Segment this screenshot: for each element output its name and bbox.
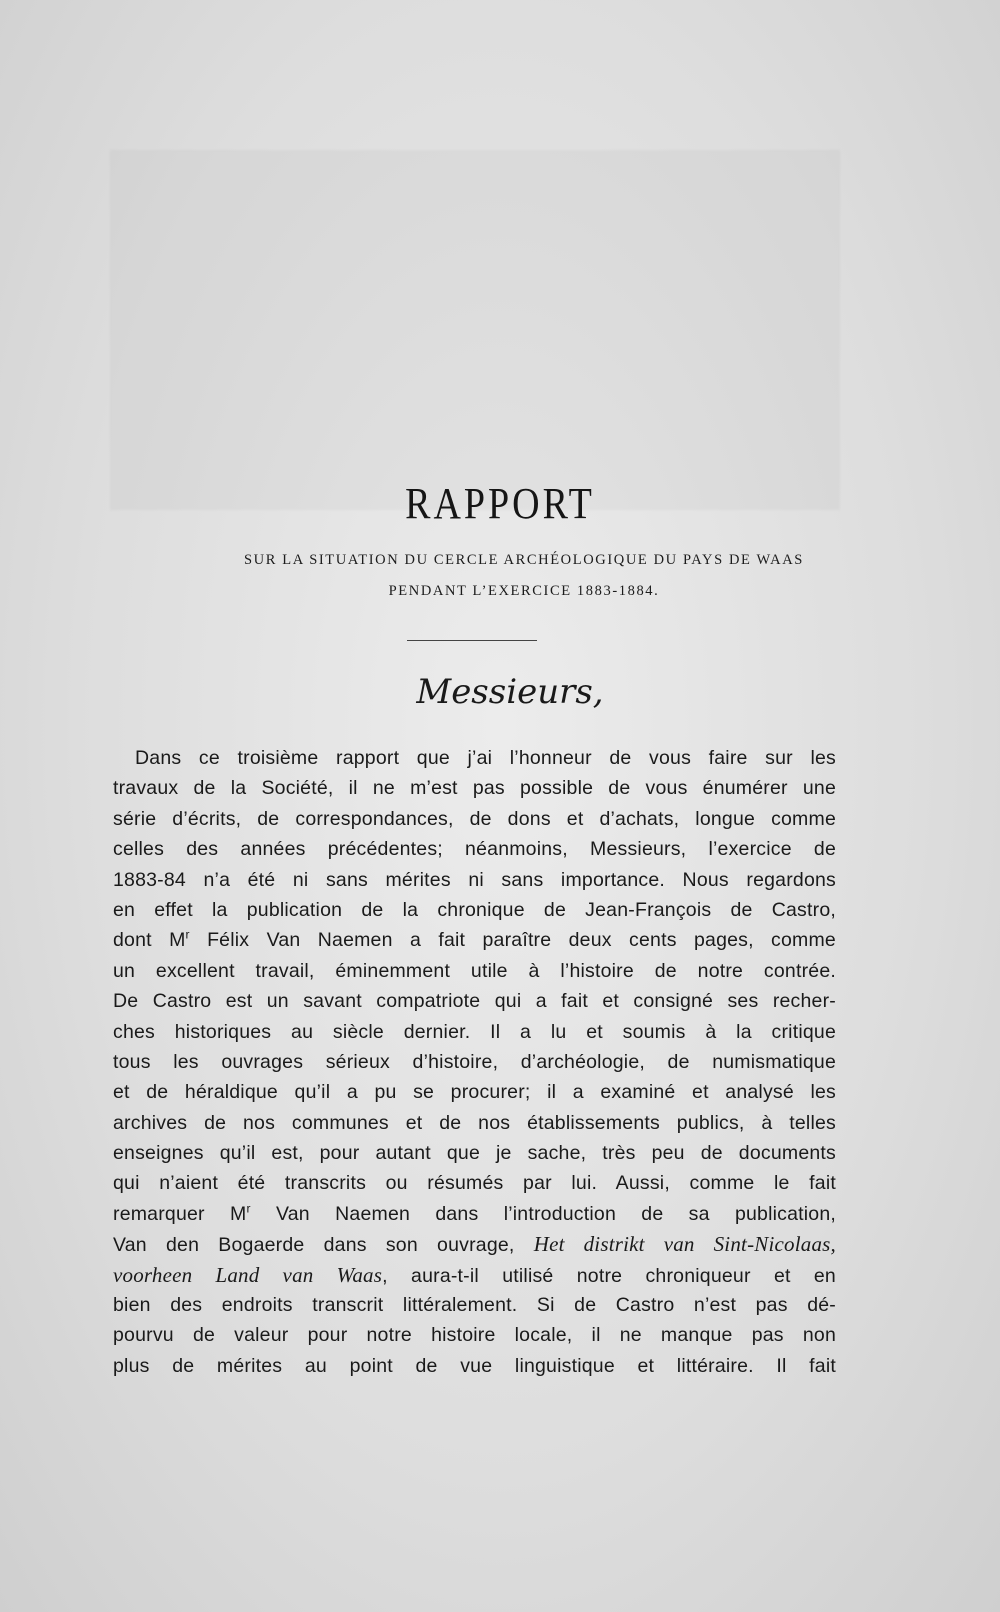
- show-through-text: [110, 150, 840, 510]
- body-line-segment: Van Naemen dans l’introduction de sa publication,: [250, 1202, 836, 1225]
- body-text: [113, 743, 836, 1381]
- body-line-segment: Félix Van Naemen a fait paraître deux cents pages, comme: [189, 929, 836, 952]
- body-line: Dans ce troisième rapport que j’ai l’honneur de vous faire sur les: [135, 747, 836, 769]
- superscript: r: [246, 1201, 251, 1216]
- page-title: RAPPORT: [405, 479, 595, 529]
- body-line: bien des endroits transcrit littéralement. Si de Castro n’est pas dé-: [113, 1294, 836, 1317]
- body-line: ches historiques au siècle dernier. Il a lu et soumis à la critique: [113, 1020, 836, 1043]
- body-line: [113, 1199, 836, 1229]
- salutation: Messieurs,: [416, 672, 604, 712]
- body-line: celles des années précédentes; néanmoins, Messieurs, l’exercice de: [113, 838, 836, 861]
- superscript: r: [185, 927, 190, 942]
- body-line: [113, 1260, 836, 1290]
- body-line: [113, 925, 836, 955]
- body-line-segment: dont M: [113, 929, 186, 952]
- body-line: enseignes qu’il est, pour autant que je sache, très peu de documents: [113, 1142, 836, 1165]
- italic-book-title: voorheen Land van Waas: [113, 1262, 383, 1287]
- body-line: tous les ouvrages sérieux d’histoire, d’archéologie, de numismatique: [113, 1050, 836, 1073]
- body-line: qui n’aient été transcrits ou résumés par lui. Aussi, comme le fait: [113, 1172, 836, 1195]
- body-line: 1883-84 n’a été ni sans mérites ni sans importance. Nous regardons: [113, 868, 836, 891]
- body-line: en effet la publication de la chronique de Jean-François de Castro,: [113, 898, 836, 921]
- body-line: série d’écrits, de correspondances, de dons et d’achats, longue comme: [113, 807, 836, 830]
- separator-rule: [407, 640, 537, 641]
- body-line-segment: Van den Bogaerde dans son ouvrage,: [113, 1234, 534, 1257]
- body-line: [113, 1229, 836, 1259]
- body-line: travaux de la Société, il ne m’est pas possible de vous énumérer une: [113, 777, 836, 800]
- body-line: plus de mérites au point de vue linguistique et littéraire. Il fait: [113, 1354, 836, 1377]
- body-line: pourvu de valeur pour notre histoire locale, il ne manque pas non: [113, 1324, 836, 1347]
- body-line: archives de nos communes et de nos établissements publics, à telles: [113, 1111, 836, 1134]
- subtitle-line-1: SUR LA SITUATION DU CERCLE ARCHÉOLOGIQUE DU PAYS DE WAAS: [244, 552, 804, 568]
- italic-book-title: Het distrikt van Sint-Nicolaas,: [533, 1232, 836, 1257]
- body-line: et de héraldique qu’il a pu se procurer; il a examiné et analysé les: [113, 1081, 836, 1104]
- body-line: un excellent travail, éminemment utile à l’histoire de notre contrée.: [113, 959, 836, 982]
- body-line-segment: remarquer M: [113, 1202, 247, 1225]
- body-line-segment: , aura-t-il utilisé notre chroniqueur et en: [382, 1264, 836, 1287]
- subtitle-line-2: PENDANT L’EXERCICE 1883-1884.: [388, 583, 660, 599]
- body-line: De Castro est un savant compatriote qui a fait et consigné ses recher-: [113, 990, 836, 1013]
